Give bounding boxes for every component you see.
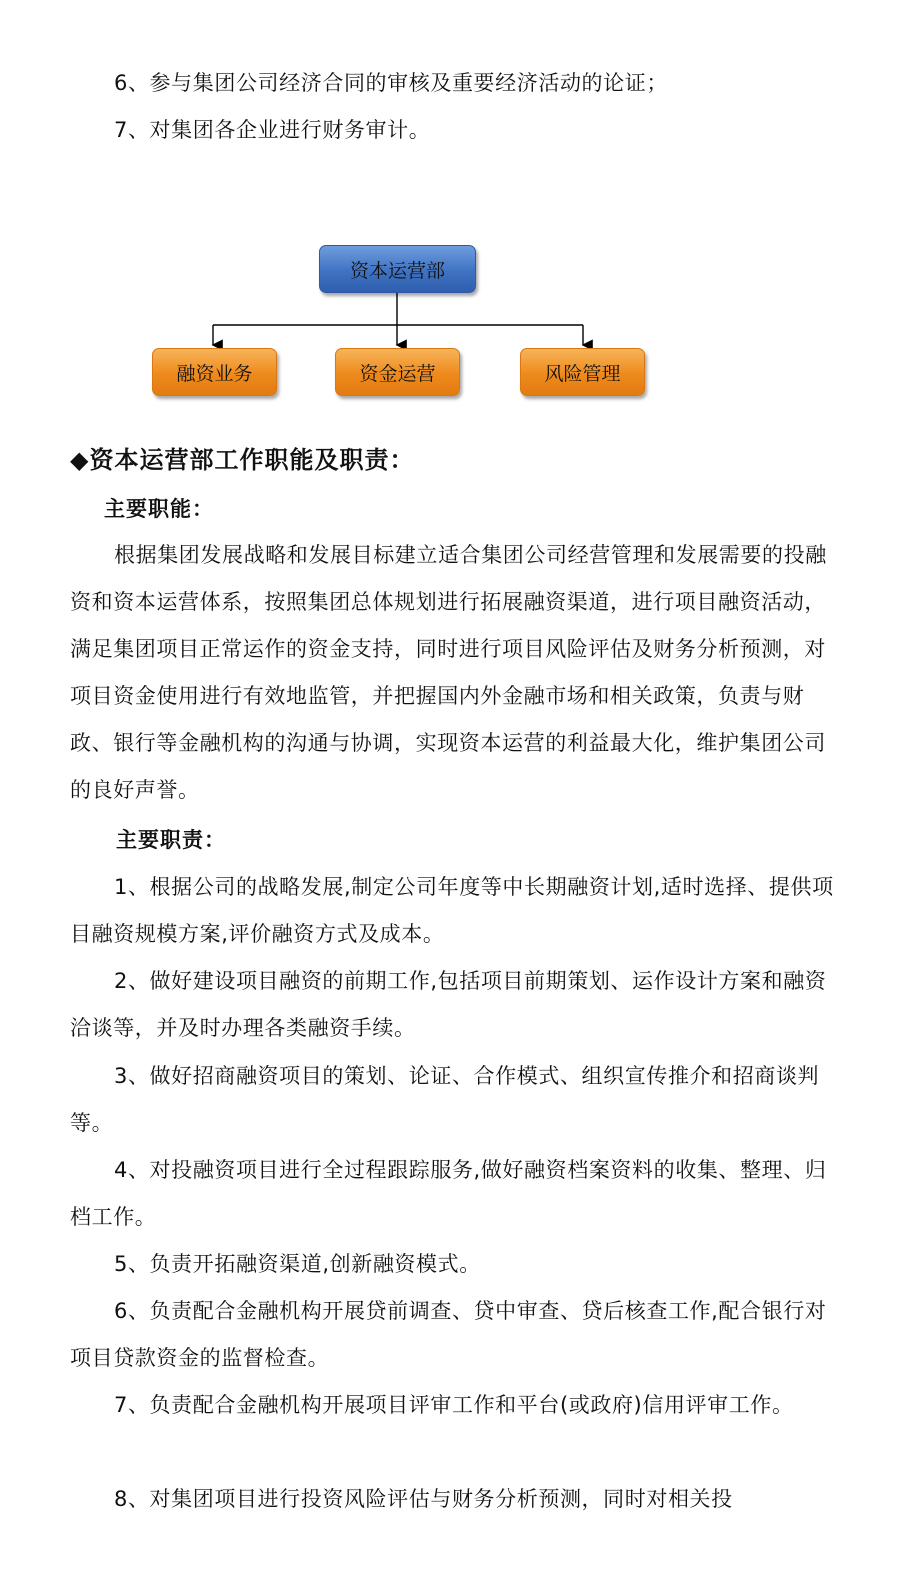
duty-item: 2、做好建设项目融资的前期工作,包括项目前期策划、运作设计方案和融资洽谈等，并及时办理各类融资手续。 bbox=[70, 969, 827, 1040]
org-node-financing: 融资业务 bbox=[152, 348, 277, 396]
duty-item: 3、做好招商融资项目的策划、论证、合作模式、组织宣传推介和招商谈判等。 bbox=[70, 1064, 820, 1135]
intro-item: 7、对集团各企业进行财务审计。 bbox=[114, 118, 431, 142]
duty-item: 6、负责配合金融机构开展贷前调查、贷中审查、贷后核查工作,配合银行对项目贷款资金的监督检查。 bbox=[70, 1299, 827, 1370]
section-title: ◆资本运营部工作职能及职责： bbox=[70, 446, 415, 474]
org-node-risk-management: 风险管理 bbox=[520, 348, 645, 396]
functions-text: 根据集团发展战略和发展目标建立适合集团公司经营管理和发展需要的投融资和资本运营体系，按照集团总体规划进行拓展融资渠道，进行项目融资活动，满足集团项目正常运作的资金支持，同时进行项目风险评估及财务分析预测，对项目资金使用进行有效地监管，并把握国内外金融市场和相关政策，负责与财政、银行等金融机构的沟通与协调，实现资本运营的利益最大化，维护集团公司的良好声誉。 bbox=[70, 543, 827, 802]
duty-item: 4、对投融资项目进行全过程跟踪服务,做好融资档案资料的收集、整理、归档工作。 bbox=[70, 1158, 827, 1229]
duty-item: 8、对集团项目进行投资风险评估与财务分析预测，同时对相关投 bbox=[114, 1487, 733, 1511]
org-root-node: 资本运营部 bbox=[319, 245, 476, 293]
duties-label: 主要职责： bbox=[116, 828, 226, 852]
org-node-capital-operation: 资金运营 bbox=[335, 348, 460, 396]
functions-label: 主要职能： bbox=[104, 497, 214, 521]
duty-item: 7、负责配合金融机构开展项目评审工作和平台(或政府)信用评审工作。 bbox=[114, 1393, 794, 1417]
duty-item: 5、负责开拓融资渠道,创新融资模式。 bbox=[114, 1252, 481, 1276]
duty-item: 1、根据公司的战略发展,制定公司年度等中长期融资计划,适时选择、提供项目融资规模方案,评价融资方式及成本。 bbox=[70, 875, 834, 946]
intro-item: 6、参与集团公司经济合同的审核及重要经济活动的论证； bbox=[114, 71, 668, 95]
